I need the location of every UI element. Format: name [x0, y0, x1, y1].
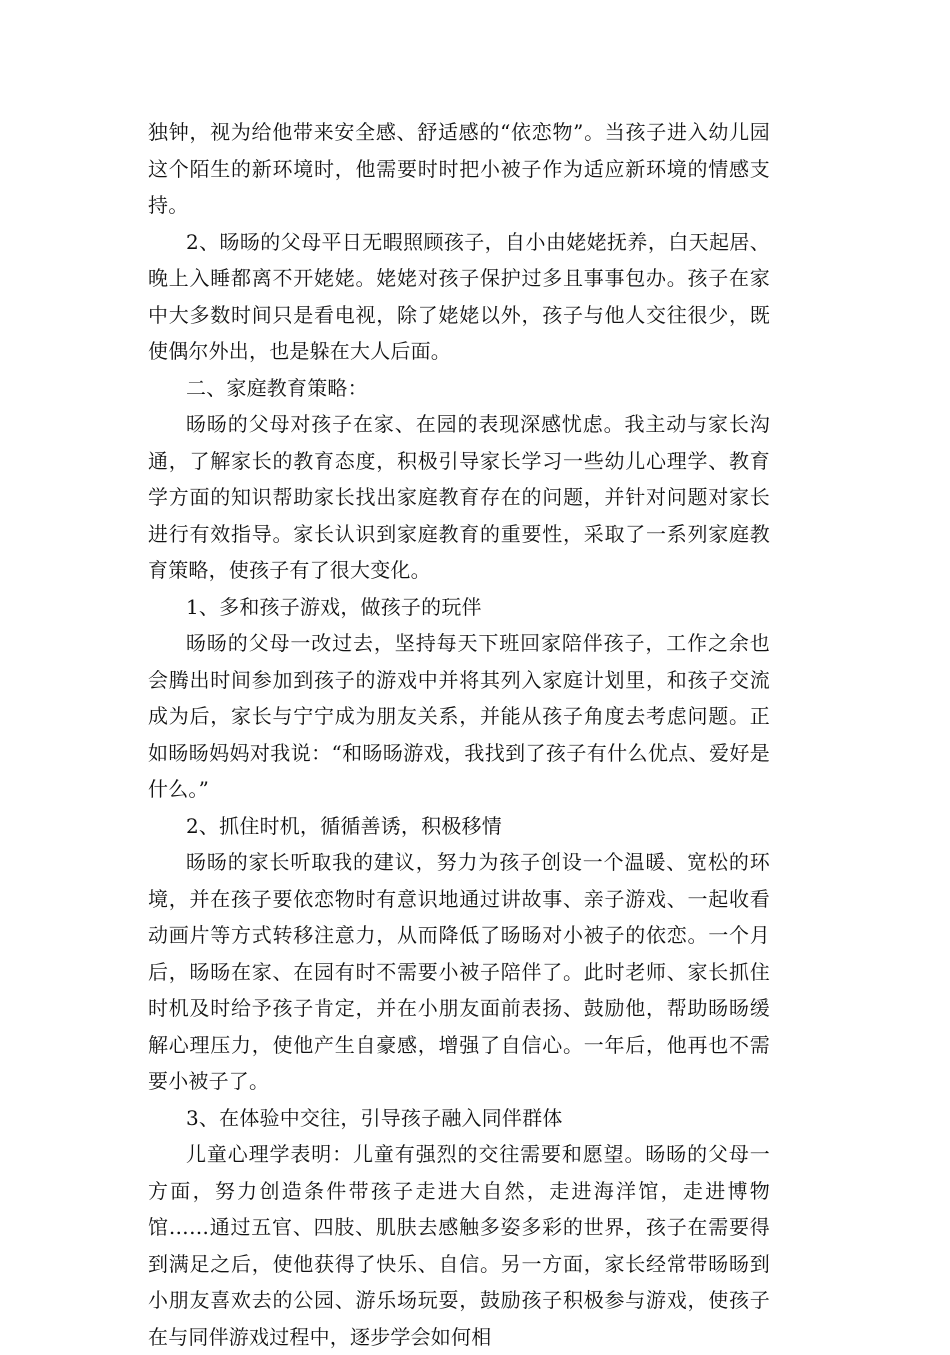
paragraph: 旸旸的家长听取我的建议，努力为孩子创设一个温暖、宽松的环境，并在孩子要依恋物时有意识地通过讲故事、亲子游戏、一起收看动画片等方式转移注意力，从而降低了旸旸对小被子的依恋。一个月后，旸旸在家、在园有时不需要小被子陪伴了。此时老师、家长抓住时机及时给予孩子肯定，并在小朋友面前表扬、鼓励他，帮助旸旸缓解心理压力，使他产生自豪感，增强了自信心。一年后，他再也不需要小被子了。 — [148, 850, 770, 1093]
paragraph: 儿童心理学表明：儿童有强烈的交往需要和愿望。旸旸的父母一方面，努力创造条件带孩子走进大自然，走进海洋馆，走进博物馆……通过五官、四肢、肌肤去感触多姿多彩的世界，孩子在需要得到满足之后，使他获得了快乐、自信。另一方面，家长经常带旸旸到小朋友喜欢去的公园、游乐场玩耍，鼓励孩子积极参与游戏，使孩子在与同伴游戏过程中，逐步学会如何相 — [148, 1142, 770, 1349]
paragraph: 旸旸的父母对孩子在家、在园的表现深感忧虑。我主动与家长沟通，了解家长的教育态度，积极引导家长学习一些幼儿心理学、教育学方面的知识帮助家长找出家庭教育存在的问题，并针对问题对家长进行有效指导。家长认识到家庭教育的重要性，采取了一系列家庭教育策略，使孩子有了很大变化。 — [148, 412, 770, 582]
section-heading: 二、家庭教育策略： — [186, 375, 368, 400]
subsection-heading: 3、在体验中交往，引导孩子融入同伴群体 — [186, 1105, 563, 1130]
document-body — [148, 114, 770, 1355]
paragraph: 独钟，视为给他带来安全感、舒适感的“依恋物”。当孩子进入幼儿园这个陌生的新环境时，他需要时时把小被子作为适应新环境的情感支持。 — [148, 120, 770, 217]
subsection-heading: 2、抓住时机，循循善诱，积极移情 — [186, 813, 502, 838]
subsection-heading: 1、多和孩子游戏，做孩子的玩伴 — [186, 594, 482, 619]
paragraph: 旸旸的父母一改过去，坚持每天下班回家陪伴孩子，工作之余也会腾出时间参加到孩子的游戏中并将其列入家庭计划里，和孩子交流成为后，家长与宁宁成为朋友关系，并能从孩子角度去考虑问题。正如旸旸妈妈对我说：“和旸旸游戏，我找到了孩子有什么优点、爱好是什么。” — [148, 631, 770, 801]
paragraph: 2、旸旸的父母平日无暇照顾孩子，自小由姥姥抚养，白天起居、晚上入睡都离不开姥姥。姥姥对孩子保护过多且事事包办。孩子在家中大多数时间只是看电视，除了姥姥以外，孩子与他人交往很少，既使偶尔外出，也是躲在大人后面。 — [148, 229, 770, 363]
